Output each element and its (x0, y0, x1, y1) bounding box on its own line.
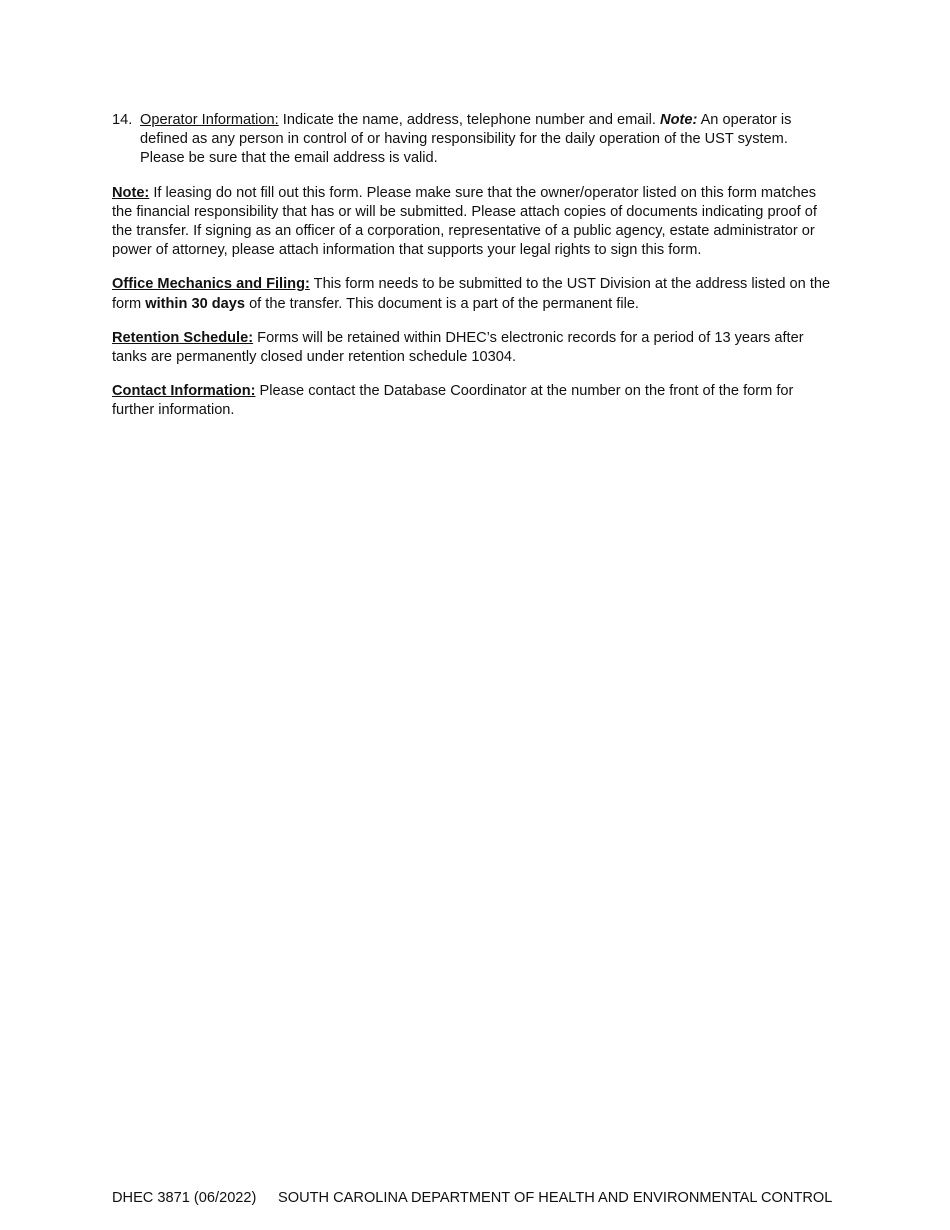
item-14-body (140, 111, 836, 169)
office-mechanics-heading: Office Mechanics and Filing: (112, 276, 310, 293)
note-paragraph (112, 184, 836, 261)
operator-information-heading: Operator Information: (140, 112, 279, 128)
office-mechanics-text-end: of the transfer. This document is a part of the permanent file. (245, 295, 639, 312)
agency-name: SOUTH CAROLINA DEPARTMENT OF HEALTH AND ENVIRONMENTAL CONTROL (278, 1190, 833, 1206)
deadline-text: within 30 days (145, 295, 246, 312)
contact-information-paragraph (112, 382, 836, 420)
retention-schedule-heading: Retention Schedule: (112, 329, 254, 346)
form-id: DHEC 3871 (06/2022) (112, 1190, 257, 1206)
operator-note-text: An operator is defined as any person in control of or having responsibility for the daily operation of the UST system. Please be sure that the email address is valid. (140, 112, 792, 167)
office-mechanics-text: This form needs to be submitted to the UST Division at the address listed on the form (112, 276, 831, 312)
operator-information-text: Indicate the name, address, telephone number and email. (278, 112, 661, 128)
item-14-operator-information (112, 111, 836, 169)
contact-information-text: Please contact the Database Coordinator at the number on the front of the form for further information. (112, 383, 794, 419)
operator-note-label: Note: (660, 112, 698, 128)
retention-schedule-text: Forms will be retained within DHEC’s electronic records for a period of 13 years after tanks are permanently closed under retention schedule 10304. (112, 329, 804, 366)
document-page (112, 111, 836, 436)
contact-information-heading: Contact Information: (112, 383, 256, 400)
retention-schedule-paragraph (112, 329, 836, 367)
item-number: 14. (112, 112, 133, 128)
page-footer (112, 1189, 832, 1208)
note-text: If leasing do not fill out this form. Please make sure that the owner/operator listed on this form matches the financial responsibility that has or will be submitted. Please attach copies of documents indicating proof of the transfer. If signing as an officer of a corporation, representative of a public agency, estate administrator or power of attorney, please attach information that supports your legal rights to sign this form. (112, 184, 817, 259)
note-heading: Note: (112, 184, 150, 201)
office-mechanics-paragraph (112, 275, 836, 313)
